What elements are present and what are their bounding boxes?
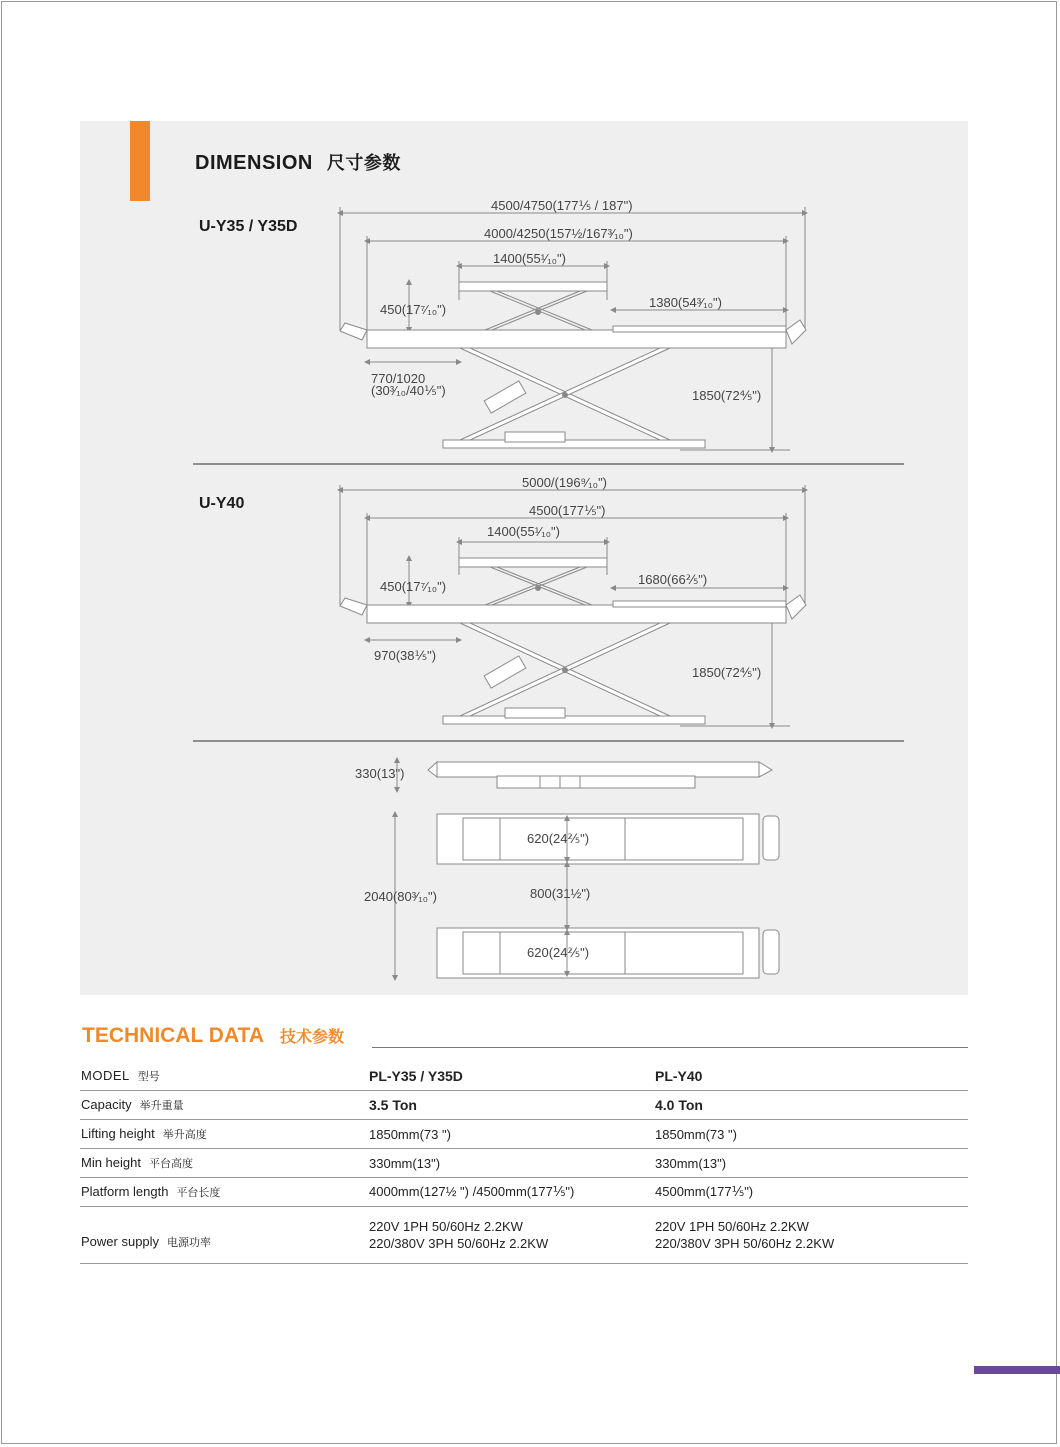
model-a-dim-labels	[371, 198, 761, 403]
row-label: Power supply	[81, 1234, 160, 1249]
header-label: MODEL	[81, 1068, 130, 1083]
dim-total-width: 2040(80³⁄₁₀")	[364, 889, 437, 904]
row-label-cn: 举升高度	[162, 1129, 207, 1141]
header-label-cell	[80, 1062, 369, 1091]
spec-row-platform-length	[80, 1178, 968, 1207]
spec-table	[80, 1062, 968, 1264]
platform-length-a: 4000mm(127½ ") /4500mm(177⅕")	[369, 1178, 655, 1207]
dim-b-top-len: 1400(55¹⁄₁₀")	[487, 524, 560, 539]
power-supply-b	[655, 1207, 968, 1264]
technical-data-title	[82, 1024, 344, 1048]
dim-a-top-height: 450(17⁷⁄₁₀")	[380, 302, 447, 317]
row-label-cn: 平台高度	[148, 1158, 193, 1170]
dim-b-lift: 1850(72⅘")	[692, 665, 762, 680]
power-b-line-2: 220/380V 3PH 50/60Hz 2.2KW	[655, 1236, 835, 1251]
dim-width-bottom: 620(24⅖")	[527, 945, 590, 960]
spec-row-lifting-height	[80, 1120, 968, 1149]
row-label-cn: 举升重量	[139, 1100, 184, 1112]
technical-title-rule	[372, 1047, 968, 1048]
dim-a-lift: 1850(72⅘")	[692, 388, 762, 403]
lifting-height-a: 1850mm(73 ")	[369, 1120, 655, 1149]
dim-b-overall: 5000/(196⁹⁄₁₀")	[522, 475, 608, 490]
header-model-b: PL-Y40	[655, 1062, 968, 1091]
spec-row-power-supply	[80, 1207, 968, 1264]
spec-row-capacity	[80, 1091, 968, 1120]
dim-b-top-height: 450(17⁷⁄₁₀")	[380, 579, 447, 594]
technical-title-cn: 技术参数	[280, 1029, 345, 1046]
header-model-a: PL-Y35 / Y35D	[369, 1062, 655, 1091]
row-label: Min height	[81, 1155, 141, 1170]
row-label: Capacity	[81, 1097, 132, 1112]
model-a-label: U-Y35 / Y35D	[199, 218, 298, 235]
dim-b-platform: 4500(177⅕")	[529, 503, 606, 518]
dimension-title-en: DIMENSION	[195, 152, 313, 174]
dim-min-height: 330(13")	[355, 766, 405, 781]
model-b-dim-labels	[374, 475, 761, 680]
model-a-drawing	[340, 207, 806, 450]
power-b-line-1: 220V 1PH 50/60Hz 2.2KW	[655, 1219, 809, 1234]
dim-width-top: 620(24⅖")	[527, 831, 590, 846]
capacity-b: 4.0 Ton	[655, 1091, 968, 1120]
model-b-drawing	[340, 485, 806, 726]
row-label-cn: 平台长度	[176, 1187, 221, 1199]
dim-a-platform: 4000/4250(157½/167³⁄₁₀")	[484, 226, 633, 241]
dimension-title-cn: 尺寸参数	[326, 153, 401, 173]
dim-gap: 800(31½")	[530, 886, 591, 901]
spec-row-min-height	[80, 1149, 968, 1178]
dim-b-offset: 970(38⅕")	[374, 648, 437, 663]
dim-a-offset-1: 770/1020	[371, 371, 426, 386]
dim-b-ext-len: 1680(66⅖")	[638, 572, 708, 587]
dim-a-offset-2: (30³⁄₁₀/40⅕")	[371, 383, 446, 398]
spec-header-row	[80, 1062, 968, 1091]
power-a-line-1: 220V 1PH 50/60Hz 2.2KW	[369, 1219, 523, 1234]
power-a-line-2: 220/380V 3PH 50/60Hz 2.2KW	[369, 1236, 549, 1251]
model-b-label: U-Y40	[199, 495, 245, 512]
corner-accent-bar	[974, 1366, 1060, 1374]
header-label-cn: 型号	[137, 1071, 160, 1083]
dim-a-ext-len: 1380(54³⁄₁₀")	[649, 295, 722, 310]
capacity-a: 3.5 Ton	[369, 1091, 655, 1120]
row-label: Platform length	[81, 1184, 169, 1199]
power-supply-a	[369, 1207, 655, 1264]
dim-a-top-len: 1400(55¹⁄₁₀")	[493, 251, 566, 266]
technical-title-en: TECHNICAL DATA	[82, 1024, 264, 1047]
platform-length-b: 4500mm(177⅕")	[655, 1178, 968, 1207]
dim-a-overall: 4500/4750(177⅕ / 187")	[491, 198, 633, 213]
row-label: Lifting height	[81, 1126, 155, 1141]
min-height-b: 330mm(13")	[655, 1149, 968, 1178]
lifting-height-b: 1850mm(73 ")	[655, 1120, 968, 1149]
min-height-a: 330mm(13")	[369, 1149, 655, 1178]
row-label-cn: 电源功率	[167, 1237, 212, 1249]
